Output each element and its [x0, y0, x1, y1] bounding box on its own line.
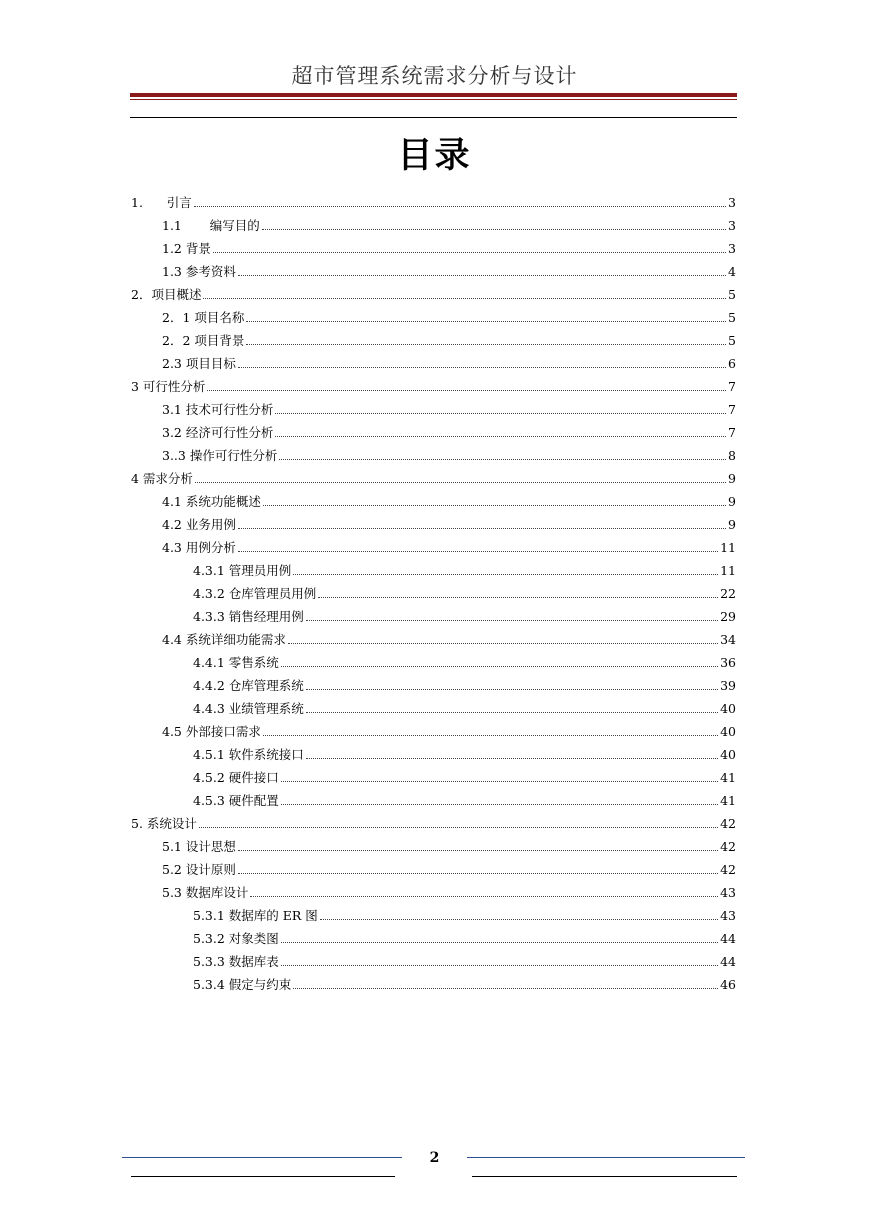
toc-dot-leader — [213, 252, 726, 253]
toc-dot-leader — [318, 597, 718, 598]
toc-entry-page: 40 — [720, 724, 736, 739]
toc-entry-page: 42 — [720, 839, 736, 854]
toc-entry-label: 4.1 系统功能概述 — [162, 494, 261, 509]
toc-entry-label: 5.3.4 假定与约束 — [193, 977, 292, 992]
toc-entry-page: 41 — [720, 793, 736, 808]
toc-entry-page: 22 — [720, 586, 736, 601]
toc-entry[interactable] — [131, 647, 736, 670]
toc-entry[interactable] — [131, 233, 736, 256]
toc-entry-label: 4.3.3 销售经理用例 — [193, 609, 304, 624]
toc-dot-leader — [281, 666, 718, 667]
toc-entry[interactable] — [131, 509, 736, 532]
toc-dot-leader — [207, 390, 726, 391]
toc-entry-label: 5. 系统设计 — [131, 816, 197, 831]
toc-dot-leader — [203, 298, 726, 299]
toc-dot-leader — [250, 896, 718, 897]
toc-entry-label: 2．2 项目背景 — [162, 333, 245, 348]
toc-entry-label: 5.3 数据库设计 — [162, 885, 249, 900]
toc-dot-leader — [246, 321, 726, 322]
header-rule-bottom — [130, 117, 737, 118]
toc-entry[interactable] — [131, 394, 736, 417]
page-number: 2 — [429, 1150, 440, 1166]
toc-entry-page: 29 — [720, 609, 736, 624]
toc-entry[interactable] — [131, 486, 736, 509]
toc-dot-leader — [281, 804, 718, 805]
toc-entry-label: 1.1 编写目的 — [162, 218, 260, 233]
toc-entry-label: 4.3.2 仓库管理员用例 — [193, 586, 317, 601]
toc-entry-label: 4.4.2 仓库管理系统 — [193, 678, 304, 693]
toc-entry-label: 2．项目概述 — [131, 287, 202, 302]
toc-entry-label: 4.5.3 硬件配置 — [193, 793, 279, 808]
toc-dot-leader — [238, 275, 726, 276]
toc-entry-label: 3.1 技术可行性分析 — [162, 402, 274, 417]
toc-entry-page: 40 — [720, 701, 736, 716]
toc-entry-label: 2．1 项目名称 — [162, 310, 245, 325]
table-of-contents — [131, 187, 736, 992]
toc-entry-page: 9 — [728, 517, 736, 532]
toc-entry-label: 4 需求分析 — [131, 471, 193, 486]
toc-entry-page: 5 — [728, 333, 736, 348]
toc-entry[interactable] — [131, 440, 736, 463]
toc-entry-label: 4.2 业务用例 — [162, 517, 236, 532]
toc-entry[interactable] — [131, 831, 736, 854]
toc-entry[interactable] — [131, 670, 736, 693]
toc-entry-page: 6 — [728, 356, 736, 371]
toc-entry[interactable] — [131, 578, 736, 601]
toc-entry-page: 7 — [728, 379, 736, 394]
toc-entry[interactable] — [131, 279, 736, 302]
toc-entry[interactable] — [131, 371, 736, 394]
toc-entry-page: 44 — [720, 931, 736, 946]
toc-entry-page: 43 — [720, 885, 736, 900]
toc-entry-label: 5.2 设计原则 — [162, 862, 236, 877]
toc-entry-page: 3 — [728, 195, 736, 210]
toc-dot-leader — [199, 827, 718, 828]
footer-rule-left-lower — [131, 1176, 395, 1177]
toc-entry-page: 5 — [728, 310, 736, 325]
toc-dot-leader — [306, 620, 718, 621]
toc-entry-page: 9 — [728, 471, 736, 486]
toc-entry-page: 39 — [720, 678, 736, 693]
toc-entry-label: 4.4 系统详细功能需求 — [162, 632, 286, 647]
toc-entry-label: 4.5.1 软件系统接口 — [193, 747, 304, 762]
toc-entry[interactable] — [131, 946, 736, 969]
toc-dot-leader — [306, 758, 718, 759]
toc-entry[interactable] — [131, 923, 736, 946]
toc-dot-leader — [262, 229, 726, 230]
toc-entry-label: 5.3.3 数据库表 — [193, 954, 279, 969]
toc-entry[interactable] — [131, 302, 736, 325]
toc-dot-leader — [306, 689, 718, 690]
toc-entry-label: 3 可行性分析 — [131, 379, 206, 394]
toc-entry-label: 4.3.1 管理员用例 — [193, 563, 292, 578]
toc-entry-label: 3..3 操作可行性分析 — [162, 448, 278, 463]
toc-dot-leader — [293, 988, 718, 989]
toc-entry-page: 11 — [720, 540, 736, 555]
toc-entry-label: 1.3 参考资料 — [162, 264, 236, 279]
header-rule-thin — [130, 99, 737, 100]
toc-dot-leader — [246, 344, 726, 345]
toc-dot-leader — [238, 551, 718, 552]
toc-dot-leader — [275, 436, 726, 437]
toc-entry-label: 3.2 经济可行性分析 — [162, 425, 274, 440]
toc-entry[interactable] — [131, 762, 736, 785]
toc-entry-page: 46 — [720, 977, 736, 992]
toc-entry-label: 4.5.2 硬件接口 — [193, 770, 279, 785]
toc-entry[interactable] — [131, 601, 736, 624]
toc-entry[interactable] — [131, 693, 736, 716]
toc-dot-leader — [279, 459, 726, 460]
toc-entry-page: 34 — [720, 632, 736, 647]
toc-dot-leader — [281, 781, 718, 782]
toc-dot-leader — [306, 712, 718, 713]
toc-entry[interactable] — [131, 210, 736, 233]
toc-dot-leader — [288, 643, 718, 644]
toc-entry[interactable] — [131, 256, 736, 279]
toc-entry[interactable] — [131, 417, 736, 440]
toc-entry-page: 36 — [720, 655, 736, 670]
toc-dot-leader — [238, 850, 718, 851]
toc-dot-leader — [293, 574, 718, 575]
toc-dot-leader — [281, 965, 718, 966]
footer-rule-right-lower — [472, 1176, 737, 1177]
toc-entry[interactable] — [131, 463, 736, 486]
toc-entry-page: 42 — [720, 816, 736, 831]
toc-entry[interactable] — [131, 325, 736, 348]
toc-entry-label: 5.1 设计思想 — [162, 839, 236, 854]
toc-dot-leader — [238, 873, 718, 874]
toc-entry-label: 5.3.2 对象类图 — [193, 931, 279, 946]
toc-entry[interactable] — [131, 877, 736, 900]
toc-entry[interactable] — [131, 555, 736, 578]
toc-entry-page: 8 — [728, 448, 736, 463]
toc-entry-page: 43 — [720, 908, 736, 923]
toc-entry-label: 2.3 项目目标 — [162, 356, 236, 371]
toc-dot-leader — [263, 505, 726, 506]
toc-entry-label: 4.3 用例分析 — [162, 540, 236, 555]
toc-entry-page: 44 — [720, 954, 736, 969]
toc-entry[interactable] — [131, 716, 736, 739]
toc-entry-page: 40 — [720, 747, 736, 762]
toc-dot-leader — [194, 206, 726, 207]
toc-entry-label: 1. 引言 — [131, 195, 192, 210]
toc-entry[interactable] — [131, 785, 736, 808]
toc-dot-leader — [238, 528, 726, 529]
toc-entry[interactable] — [131, 739, 736, 762]
toc-entry-label: 4.4.3 业绩管理系统 — [193, 701, 304, 716]
toc-entry-page: 3 — [728, 218, 736, 233]
toc-entry[interactable] — [131, 854, 736, 877]
toc-dot-leader — [238, 367, 726, 368]
toc-dot-leader — [195, 482, 726, 483]
toc-entry[interactable] — [131, 900, 736, 923]
toc-entry-page: 5 — [728, 287, 736, 302]
toc-entry-label: 5.3.1 数据库的 ER 图 — [193, 908, 318, 923]
toc-entry-page: 11 — [720, 563, 736, 578]
toc-entry-page: 41 — [720, 770, 736, 785]
toc-entry[interactable] — [131, 348, 736, 371]
toc-dot-leader — [275, 413, 726, 414]
toc-entry[interactable] — [131, 624, 736, 647]
toc-entry-label: 4.5 外部接口需求 — [162, 724, 261, 739]
toc-entry-page: 4 — [728, 264, 736, 279]
toc-entry-page: 9 — [728, 494, 736, 509]
header-rule-thick — [130, 93, 737, 97]
toc-entry[interactable] — [131, 187, 736, 210]
toc-entry-page: 3 — [728, 241, 736, 256]
footer-rule-right — [467, 1157, 745, 1158]
document-header-title: 超市管理系统需求分析与设计 — [291, 64, 578, 88]
toc-entry-page: 7 — [728, 402, 736, 417]
toc-entry[interactable] — [131, 969, 736, 992]
toc-dot-leader — [281, 942, 718, 943]
toc-dot-leader — [320, 919, 718, 920]
toc-entry[interactable] — [131, 808, 736, 831]
toc-entry-page: 42 — [720, 862, 736, 877]
toc-entry-label: 4.4.1 零售系统 — [193, 655, 279, 670]
toc-entry-label: 1.2 背景 — [162, 241, 211, 256]
toc-entry-page: 7 — [728, 425, 736, 440]
toc-entry[interactable] — [131, 532, 736, 555]
toc-dot-leader — [263, 735, 718, 736]
toc-title: 目录 — [397, 135, 472, 176]
